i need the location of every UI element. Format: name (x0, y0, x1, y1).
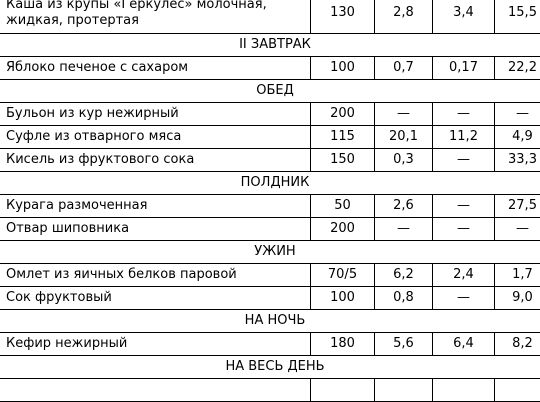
fat-value: 11,2 (433, 126, 495, 149)
weight-value: 115 (311, 126, 375, 149)
carbs-value: 9,0 (495, 287, 540, 310)
protein-value: 0,7 (375, 57, 433, 80)
table-row (0, 333, 540, 356)
section-row (0, 310, 540, 333)
dish-name: Яблоко печеное с сахаром (0, 57, 311, 80)
dish-name: Каша из крупы «Геркулес» молочная, жидкая, протертая (0, 0, 311, 34)
weight-value: 150 (311, 149, 375, 172)
dish-name (0, 379, 311, 402)
carbs-value: 33,3 (495, 149, 540, 172)
carbs-value: 15,5 (495, 0, 540, 34)
section-title: II ЗАВТРАК (0, 34, 540, 57)
weight-value: 70/5 (311, 264, 375, 287)
section-row (0, 172, 540, 195)
section-title: ОБЕД (0, 80, 540, 103)
carbs-value (495, 379, 540, 402)
table-row (0, 379, 540, 402)
dish-name: Кефир нежирный (0, 333, 311, 356)
carbs-value: — (495, 218, 540, 241)
section-row (0, 241, 540, 264)
table-row (0, 264, 540, 287)
weight-value: 180 (311, 333, 375, 356)
carbs-value: 27,5 (495, 195, 540, 218)
dish-name: Отвар шиповника (0, 218, 311, 241)
protein-value: 2,8 (375, 0, 433, 34)
table-row (0, 126, 540, 149)
protein-value: 6,2 (375, 264, 433, 287)
section-title: НА ВЕСЬ ДЕНЬ (0, 356, 540, 379)
table-row (0, 103, 540, 126)
weight-value: 100 (311, 57, 375, 80)
fat-value: — (433, 195, 495, 218)
fat-value: — (433, 287, 495, 310)
protein-value: — (375, 218, 433, 241)
section-row (0, 80, 540, 103)
section-title: НА НОЧЬ (0, 310, 540, 333)
fat-value: 3,4 (433, 0, 495, 34)
weight-value: 100 (311, 287, 375, 310)
fat-value: — (433, 103, 495, 126)
carbs-value: 22,2 (495, 57, 540, 80)
protein-value: — (375, 103, 433, 126)
carbs-value: 1,7 (495, 264, 540, 287)
carbs-value: 4,9 (495, 126, 540, 149)
section-title: ПОЛДНИК (0, 172, 540, 195)
weight-value: 50 (311, 195, 375, 218)
carbs-value: — (495, 103, 540, 126)
protein-value: 0,8 (375, 287, 433, 310)
fat-value: 2,4 (433, 264, 495, 287)
protein-value (375, 379, 433, 402)
fat-value: 6,4 (433, 333, 495, 356)
fat-value: — (433, 218, 495, 241)
section-title: УЖИН (0, 241, 540, 264)
protein-value: 20,1 (375, 126, 433, 149)
table-row (0, 195, 540, 218)
protein-value: 2,6 (375, 195, 433, 218)
fat-value (433, 379, 495, 402)
fat-value: 0,17 (433, 57, 495, 80)
protein-value: 5,6 (375, 333, 433, 356)
table-row (0, 0, 540, 34)
table-row (0, 57, 540, 80)
dish-name: Кисель из фруктового сока (0, 149, 311, 172)
weight-value: 200 (311, 103, 375, 126)
weight-value (311, 379, 375, 402)
protein-value: 0,3 (375, 149, 433, 172)
dish-name: Омлет из яичных белков паровой (0, 264, 311, 287)
dish-name: Суфле из отварного мяса (0, 126, 311, 149)
dish-name: Курага размоченная (0, 195, 311, 218)
dish-name: Сок фруктовый (0, 287, 311, 310)
dish-name: Бульон из кур нежирный (0, 103, 311, 126)
table-row (0, 218, 540, 241)
section-row (0, 34, 540, 57)
section-row (0, 356, 540, 379)
weight-value: 200 (311, 218, 375, 241)
table-row (0, 287, 540, 310)
table-row (0, 149, 540, 172)
fat-value: — (433, 149, 495, 172)
carbs-value: 8,2 (495, 333, 540, 356)
weight-value: 130 (311, 0, 375, 34)
